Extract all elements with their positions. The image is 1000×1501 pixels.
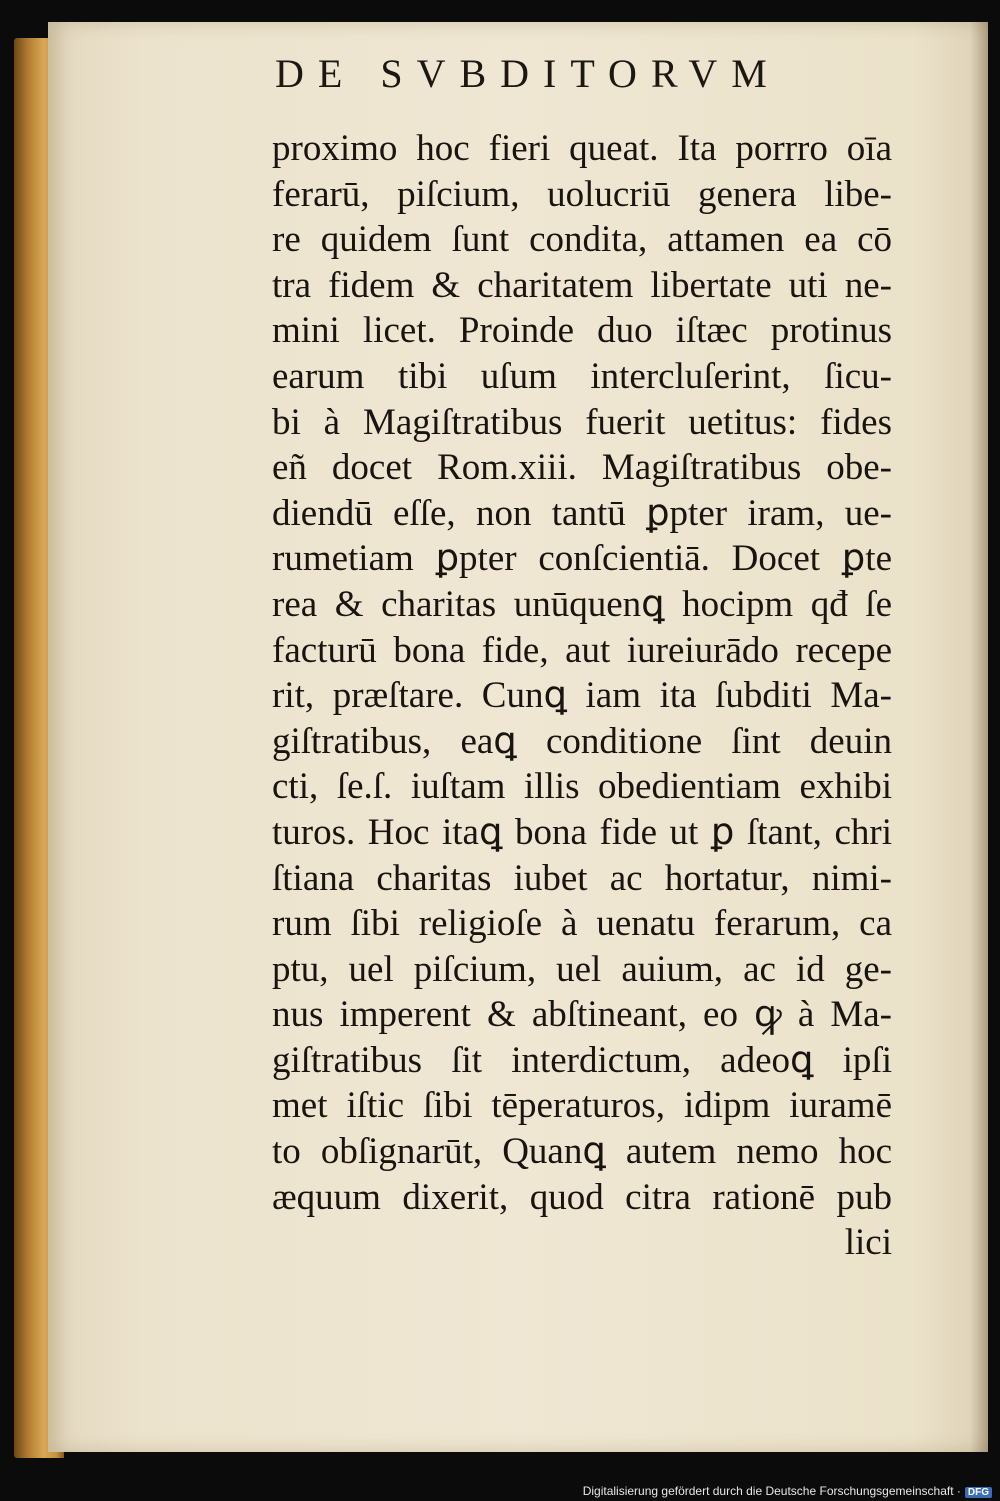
text-line: diendū eſſe, non tantū ꝑpter iram, ue- bbox=[272, 492, 892, 534]
dfg-logo-icon: DFG bbox=[965, 1487, 992, 1498]
text-line: rit, præſtare. Cunꝗ iam ita ſubditi Ma- bbox=[272, 675, 892, 717]
digitization-credit bbox=[583, 1484, 992, 1498]
text-line: rea & charitas unūquenꝗ hocipm qđ ſe bbox=[272, 583, 892, 625]
text-line: ſtiana charitas iubet ac hortatur, nimi- bbox=[272, 857, 892, 899]
text-line: nus imperent & abſtineant, eo ꝙ à Ma- bbox=[272, 994, 892, 1036]
text-line: rum ſibi religioſe à uenatu ferarum, ca bbox=[272, 903, 892, 945]
text-line: ptu, uel piſcium, uel auium, ac id ge- bbox=[272, 948, 892, 990]
text-line: met iſtic ſibi tēperaturos, idipm iuramē bbox=[272, 1085, 892, 1127]
text-line: mini licet. Proinde duo iſtæc protinus bbox=[272, 310, 892, 352]
text-line: proximo hoc fieri queat. Ita porrro oīa bbox=[272, 128, 892, 169]
text-line: cti, ſe.ſ. iuſtam illis obedientiam exhibi bbox=[272, 766, 892, 808]
catchword: lici bbox=[844, 1222, 892, 1264]
text-line: ferarū, piſcium, uolucriū genera libe- bbox=[272, 173, 892, 215]
text-line: facturū bona fide, aut iureiurādo recepe bbox=[272, 629, 892, 671]
text-line: to obſignarūt, Quanꝗ autem nemo hoc bbox=[272, 1131, 892, 1173]
text-line: giſtratibus ſit interdictum, adeoꝗ ipſi bbox=[272, 1039, 892, 1081]
credit-text: Digitalisierung gefördert durch die Deutsche Forschungsgemeinschaft · bbox=[582, 1484, 961, 1498]
text-line: eñ docet Rom.xiii. Magiſtratibus obe- bbox=[272, 447, 892, 489]
running-head: DE SVBDITORVM bbox=[275, 51, 781, 96]
body-text bbox=[272, 126, 902, 1266]
text-line: turos. Hoc itaꝗ bona fide ut ꝑ ſtant, chri bbox=[272, 811, 892, 853]
text-line: re quidem ſunt condita, attamen ea cō bbox=[272, 219, 892, 261]
text-line: rumetiam ꝑpter conſcientiā. Docet ꝑte bbox=[272, 538, 892, 580]
text-line: tra fidem & charitatem libertate uti ne- bbox=[272, 264, 892, 306]
text-line: bi à Magiſtratibus fuerit uetitus: fides bbox=[272, 401, 892, 443]
text-line: giſtratibus, eaꝗ conditione ſint deuin bbox=[272, 720, 892, 762]
text-line: æquum dixerit, quod citra rationē pub bbox=[272, 1176, 892, 1218]
gutter-shadow bbox=[970, 22, 988, 1452]
text-line: earum tibi uſum intercluſerint, ſicu- bbox=[272, 355, 892, 397]
